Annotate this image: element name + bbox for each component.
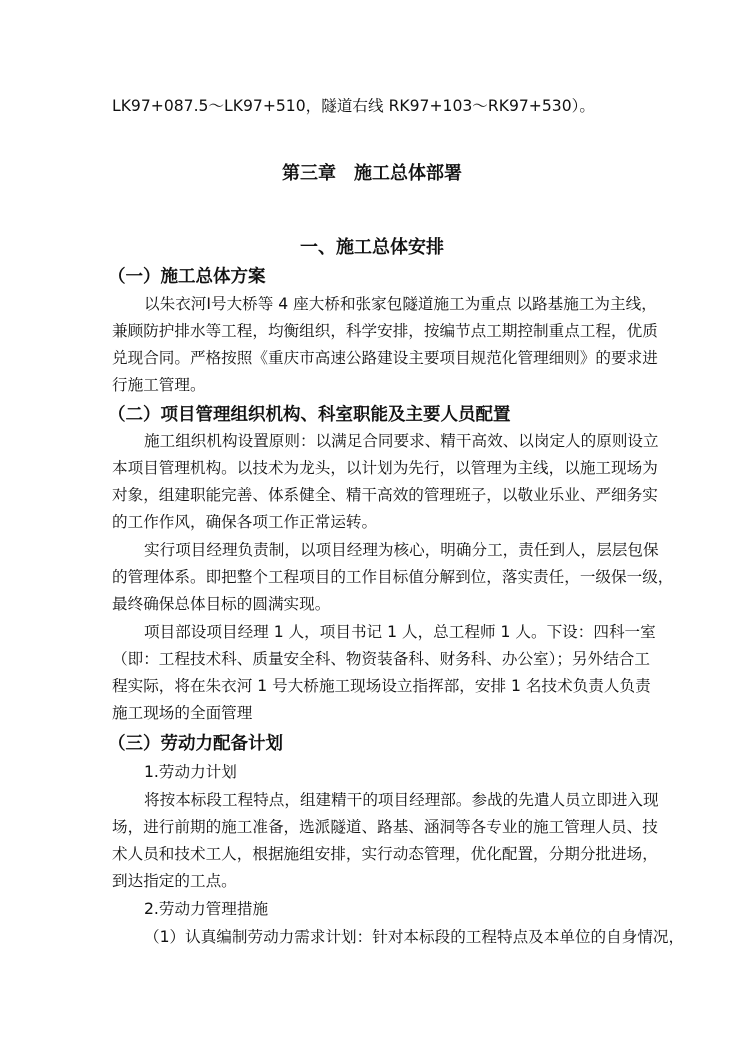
text-line: （即：工程技术科、质量安全科、物资装备科、财务科、办公室）；另外结合工	[112, 650, 650, 668]
paragraph	[112, 428, 674, 727]
text-line: 实行项目经理负责制，以项目经理为核心，明确分工，责任到人，层层包保	[144, 541, 659, 559]
text-line: 的工作作风，确保各项工作正常运转。	[112, 513, 378, 531]
text-line: 施工现场的全面管理	[112, 704, 253, 722]
paragraph	[112, 759, 685, 951]
text-line: 施工组织机构设置原则：以满足合同要求、精干高效、以岗定人的原则设立	[144, 432, 659, 450]
text-line: 项目部设项目经理 1 人，项目书记 1 人，总工程师 1 人。下设：四科一室	[144, 623, 656, 641]
text-line: 对象，组建职能完善、体系健全、精干高效的管理班子，以敬业乐业、严细务实	[112, 486, 658, 504]
section-title: 一、施工总体安排	[300, 237, 444, 258]
item-heading: 1.劳动力计划	[144, 763, 237, 781]
item-heading: 2.劳动力管理措施	[144, 900, 269, 918]
paragraph	[112, 291, 658, 399]
text-line: 将按本标段工程特点，组建精干的项目经理部。参战的先遣人员立即进入现	[144, 791, 659, 809]
text-line: 术人员和技术工人，根据施组安排，实行动态管理，优化配置，分期分批进场，	[112, 845, 658, 863]
text-line: 场，进行前期的施工准备，选派隧道、路基、涵洞等各专业的施工管理人员、技	[112, 818, 658, 836]
subsection-title-2: （二）项目管理组织机构、科室职能及主要人员配置	[108, 405, 511, 425]
text-line: 的管理体系。即把整个工程项目的工作目标值分解到位，落实责任，一级保一级，	[112, 568, 674, 586]
text-line: 兼顾防护排水等工程，均衡组织，科学安排，按编节点工期控制重点工程，优质	[112, 322, 658, 340]
text-line: 兑现合同。严格按照《重庆市高速公路建设主要项目规范化管理细则》的要求进	[112, 349, 658, 367]
text-line: LK97+087.5～LK97+510，隧道右线 RK97+103～RK97+530）。	[112, 97, 596, 115]
text-line: （1）认真编制劳动力需求计划：针对本标段的工程特点及本单位的自身情况，	[144, 928, 685, 946]
subsection-title-3: （三）劳动力配备计划	[108, 734, 283, 754]
text-line: 到达指定的工点。	[112, 872, 237, 890]
subsection-title-1: （一）施工总体方案	[108, 267, 266, 287]
text-line: 以朱衣河Ⅰ号大桥等 4 座大桥和张家包隧道施工为重点 以路基施工为主线，	[144, 295, 657, 313]
continuation-text	[112, 93, 640, 120]
text-line: 本项目管理机构。以技术为龙头，以计划为先行，以管理为主线，以施工现场为	[112, 459, 658, 477]
text-line: 程实际，将在朱衣河 1 号大桥施工现场设立指挥部，安排 1 名技术负责人负责	[112, 677, 651, 695]
text-line: 最终确保总体目标的圆满实现。	[112, 595, 331, 613]
text-line: 行施工管理。	[112, 376, 206, 394]
chapter-title: 第三章 施工总体部署	[282, 163, 462, 184]
